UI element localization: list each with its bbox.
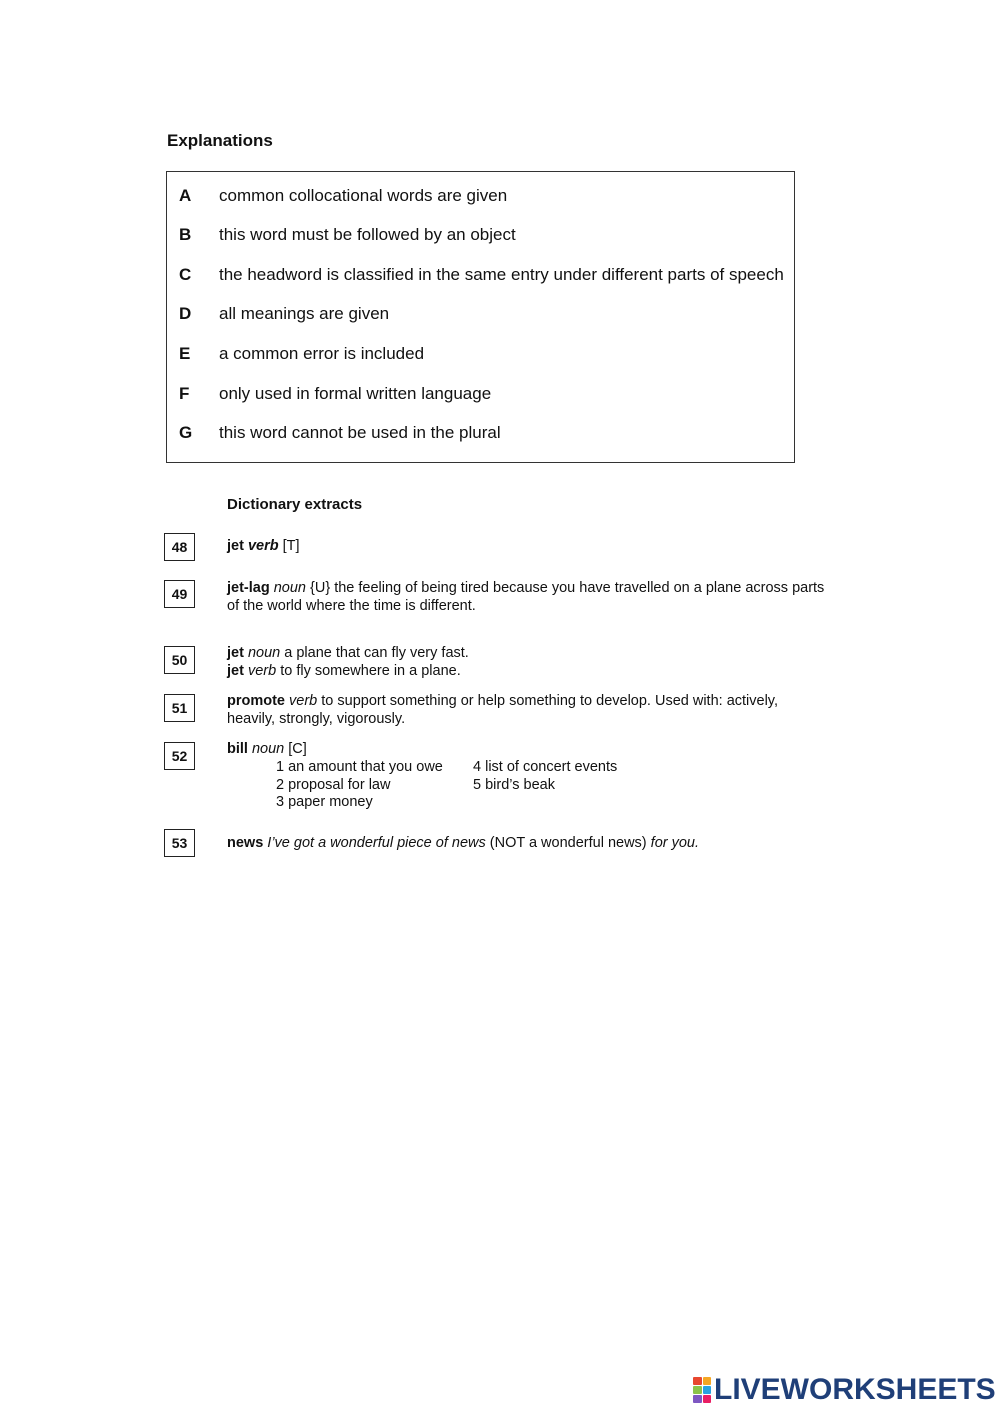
explanation-text: a common error is included (219, 344, 425, 363)
entry-text: [C] (284, 741, 307, 757)
part-of-speech: noun (247, 645, 281, 661)
entry-48 (227, 538, 839, 556)
part-of-speech: noun (273, 580, 306, 596)
meanings-column-right (473, 759, 617, 794)
part-of-speech: noun (251, 741, 285, 757)
entry-text: {U} the feeling of being tired because you have travelled on a plane across parts of the world where the time is different. (227, 580, 825, 614)
question-number-51: 51 (164, 694, 195, 722)
explanation-text: common collocational words are given (219, 186, 508, 205)
meaning-item: 2 proposal for law (276, 776, 391, 793)
entry-51 (227, 693, 817, 728)
question-number-52: 52 (164, 742, 195, 770)
headword: jet-lag (227, 580, 270, 596)
entry-text: to support something or help something to develop. Used with: actively, heavily, strongly, vigorously. (227, 693, 779, 727)
meanings-column-left (276, 759, 443, 812)
explanation-letter: A (179, 186, 192, 205)
logo-tile (693, 1377, 702, 1385)
explanation-text: this word must be followed by an object (219, 225, 516, 244)
question-number-49: 49 (164, 580, 195, 608)
logo-tile (703, 1377, 712, 1385)
entry-text: to fly somewhere in a plane. (276, 662, 461, 679)
question-number-53: 53 (164, 829, 195, 857)
meaning-item: 5 bird’s beak (473, 776, 555, 793)
part-of-speech: verb (247, 662, 277, 679)
explanation-text: this word cannot be used in the plural (219, 423, 501, 442)
logo-tiles-icon (693, 1377, 711, 1403)
explanation-text: the headword is classified in the same entry under different parts of speech (219, 265, 784, 284)
liveworksheets-logo (693, 1373, 996, 1407)
example-sentence: I’ve got a wonderful piece of news (263, 835, 486, 851)
explanation-text: all meanings are given (219, 304, 390, 323)
explanation-letter: E (179, 344, 191, 363)
logo-tile (703, 1395, 712, 1403)
entry-line (227, 663, 839, 681)
meaning-item: 3 paper money (276, 794, 373, 810)
meaning-item: 4 list of concert events (473, 759, 618, 775)
headword: promote (227, 693, 285, 709)
headword: bill (227, 741, 248, 757)
dictionary-extracts-title: Dictionary extracts (227, 496, 363, 513)
explanations-box (166, 171, 795, 463)
headword: jet (227, 645, 244, 661)
error-note: (NOT a wonderful news) (485, 835, 647, 851)
headword: jet (227, 538, 244, 554)
part-of-speech: verb (289, 693, 318, 709)
entry-text: a plane that can fly very fast. (280, 645, 469, 661)
brand-name: LIVEWORKSHEETS (714, 1373, 996, 1406)
explanation-letter: D (179, 304, 192, 323)
explanation-letter: C (179, 265, 192, 284)
entry-text: [T] (278, 538, 300, 554)
entry-50 (227, 645, 839, 680)
explanation-text: only used in formal written language (219, 384, 492, 403)
entry-49 (227, 580, 839, 615)
headword: jet (227, 662, 244, 679)
example-sentence-end: for you. (646, 835, 700, 851)
explanation-letter: B (179, 225, 192, 244)
question-number-48: 48 (164, 533, 195, 561)
part-of-speech: verb (247, 538, 279, 554)
logo-tile (703, 1386, 712, 1394)
entry-53 (227, 835, 839, 853)
logo-tile (693, 1386, 702, 1394)
question-number-50: 50 (164, 646, 195, 674)
logo-tile (693, 1395, 702, 1403)
explanation-letter: G (179, 423, 193, 442)
explanations-title: Explanations (167, 131, 273, 150)
headword: news (227, 835, 264, 851)
entry-line (227, 645, 839, 663)
entry-52 (227, 741, 839, 759)
meaning-item: 1 an amount that you owe (276, 759, 443, 775)
explanation-letter: F (179, 384, 190, 403)
